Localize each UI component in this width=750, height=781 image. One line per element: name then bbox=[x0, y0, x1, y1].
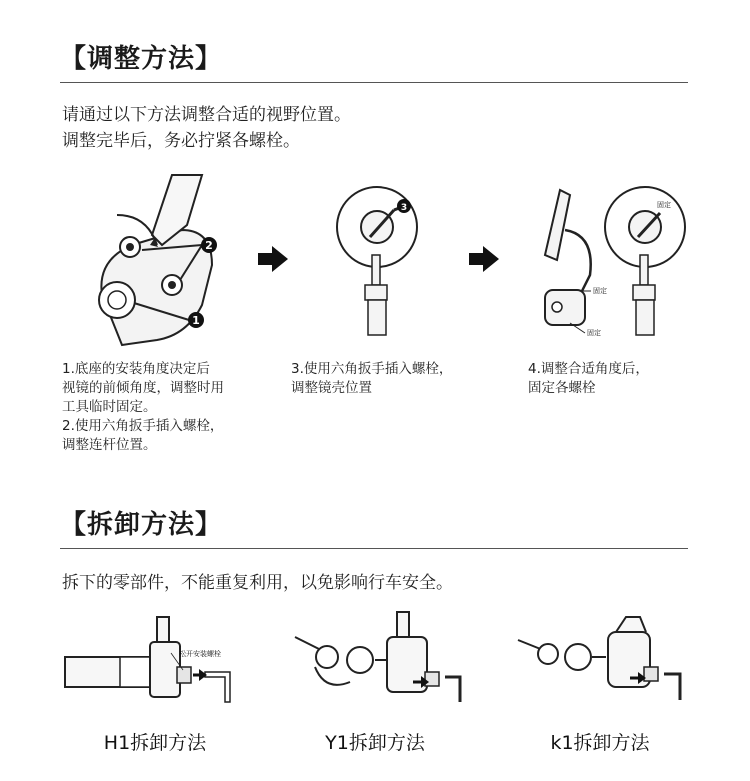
step-line: 调整镜壳位置 bbox=[291, 380, 372, 396]
mirror-assembled-illustration bbox=[535, 185, 695, 345]
arrow-right-icon bbox=[258, 246, 288, 272]
step-line: 4.调整合适角度后， bbox=[528, 361, 649, 377]
step-line: 3.使用六角扳手插入螺栓， bbox=[291, 361, 453, 377]
adjust-intro-line-2: 调整完毕后，务必拧紧各螺栓。 bbox=[62, 131, 300, 151]
y1-removal-illustration bbox=[295, 612, 465, 707]
remove-divider bbox=[60, 548, 688, 549]
h1-callout-loosen: 松开安装螺栓 bbox=[179, 650, 221, 658]
k1-removal-label: k1拆卸方法 bbox=[550, 732, 650, 754]
fixed-label-0: 固定 bbox=[657, 201, 671, 209]
fixed-label-2: 固定 bbox=[587, 329, 601, 337]
step-line: 调整连杆位置。 bbox=[62, 437, 157, 453]
h1-removal-label: H1拆卸方法 bbox=[103, 732, 207, 754]
adjust-divider bbox=[60, 82, 688, 83]
step-line: 1.底座的安装角度决定后 bbox=[62, 361, 210, 377]
remove-intro: 拆下的零部件，不能重复利用，以免影响行车安全。 bbox=[62, 573, 453, 593]
step-line: 视镜的前倾角度，调整时用 bbox=[62, 380, 224, 396]
h1-removal-illustration bbox=[65, 612, 245, 707]
callout-number-1: 1 bbox=[192, 314, 200, 327]
adjust-intro-line-1: 请通过以下方法调整合适的视野位置。 bbox=[62, 105, 351, 125]
mirror-head-illustration bbox=[332, 185, 432, 340]
arrow-right-icon bbox=[469, 246, 499, 272]
step-1-2-text bbox=[62, 360, 224, 455]
step-4-text bbox=[528, 360, 649, 398]
step-line: 2.使用六角扳手插入螺栓， bbox=[62, 418, 224, 434]
step-line: 固定各螺栓 bbox=[528, 380, 596, 396]
callout-number-2: 2 bbox=[205, 239, 213, 252]
y1-removal-label: Y1拆卸方法 bbox=[325, 732, 425, 754]
step-line: 工具临时固定。 bbox=[62, 399, 157, 415]
base-mount-illustration bbox=[62, 175, 232, 345]
remove-title: 【拆卸方法】 bbox=[60, 510, 223, 540]
callout-number-3: 3 bbox=[400, 203, 408, 213]
fixed-label-1: 固定 bbox=[593, 287, 607, 295]
step-3-text bbox=[291, 360, 452, 398]
k1-removal-illustration bbox=[518, 612, 688, 707]
adjust-title: 【调整方法】 bbox=[60, 44, 223, 74]
